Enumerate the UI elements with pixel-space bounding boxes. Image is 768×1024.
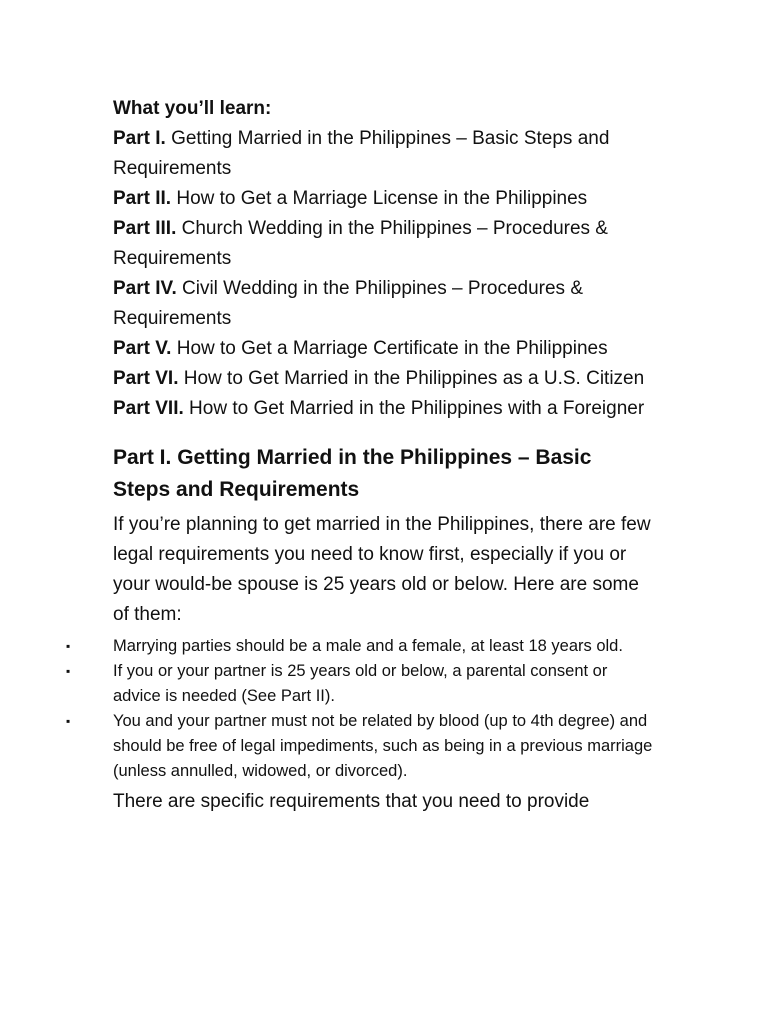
section-trailing-text: There are specific requirements that you need to provide: [113, 791, 590, 812]
bullet-square-icon: ▪: [66, 639, 71, 653]
toc-item-text: Church Wedding in the Philippines – Procedures & Requirements: [113, 218, 608, 269]
toc-part-label: Part I.: [113, 128, 166, 149]
toc-item-text: How to Get a Marriage License in the Philippines: [171, 188, 588, 209]
toc-heading: What you’ll learn:: [113, 98, 272, 119]
toc-part-label: Part IV.: [113, 278, 177, 299]
list-item: [66, 709, 653, 784]
toc-part-label: Part V.: [113, 338, 172, 359]
toc-part-label: Part VII.: [113, 398, 184, 419]
list-item-text: If you or your partner is 25 years old or below, a parental consent or advice is needed (See Part II).: [113, 662, 608, 705]
toc-item-part-4: [113, 274, 653, 334]
toc-item-part-5: [113, 334, 653, 364]
toc-item-part-6: [113, 364, 653, 394]
bullet-square-icon: ▪: [66, 714, 71, 728]
toc-list: [113, 124, 653, 424]
toc-item-part-7: [113, 394, 653, 424]
toc-part-label: Part II.: [113, 188, 172, 209]
article-content: [66, 94, 653, 817]
toc-part-label: Part VI.: [113, 368, 179, 389]
toc-item-text: Civil Wedding in the Philippines – Procedures & Requirements: [113, 278, 583, 329]
requirements-list: [66, 634, 653, 784]
toc-item-part-1: [113, 124, 653, 184]
list-item: [66, 659, 653, 709]
toc-item-text: Getting Married in the Philippines – Basic Steps and Requirements: [113, 128, 610, 179]
section-intro: If you’re planning to get married in the Philippines, there are few legal requirements you need to know first, especially if you or your would-be spouse is 25 years old or below. Here are some of them:: [113, 514, 651, 625]
list-item-text: Marrying parties should be a male and a female, at least 18 years old.: [113, 637, 623, 655]
list-item: [66, 634, 653, 659]
toc-item-part-3: [113, 214, 653, 274]
toc-item-text: How to Get a Marriage Certificate in the Philippines: [171, 338, 608, 359]
toc-part-label: Part III.: [113, 218, 177, 239]
toc-item-text: How to Get Married in the Philippines as a U.S. Citizen: [178, 368, 645, 389]
toc-item-part-2: [113, 184, 653, 214]
list-item-text: You and your partner must not be related by blood (up to 4th degree) and should be free of legal impediments, such as being in a previous marriage (unless annulled, widowed, or divorced).: [113, 712, 653, 780]
bullet-square-icon: ▪: [66, 664, 71, 678]
toc-item-text: How to Get Married in the Philippines with a Foreigner: [183, 398, 645, 419]
section-title: Part I. Getting Married in the Philippines – Basic Steps and Requirements: [113, 446, 592, 501]
